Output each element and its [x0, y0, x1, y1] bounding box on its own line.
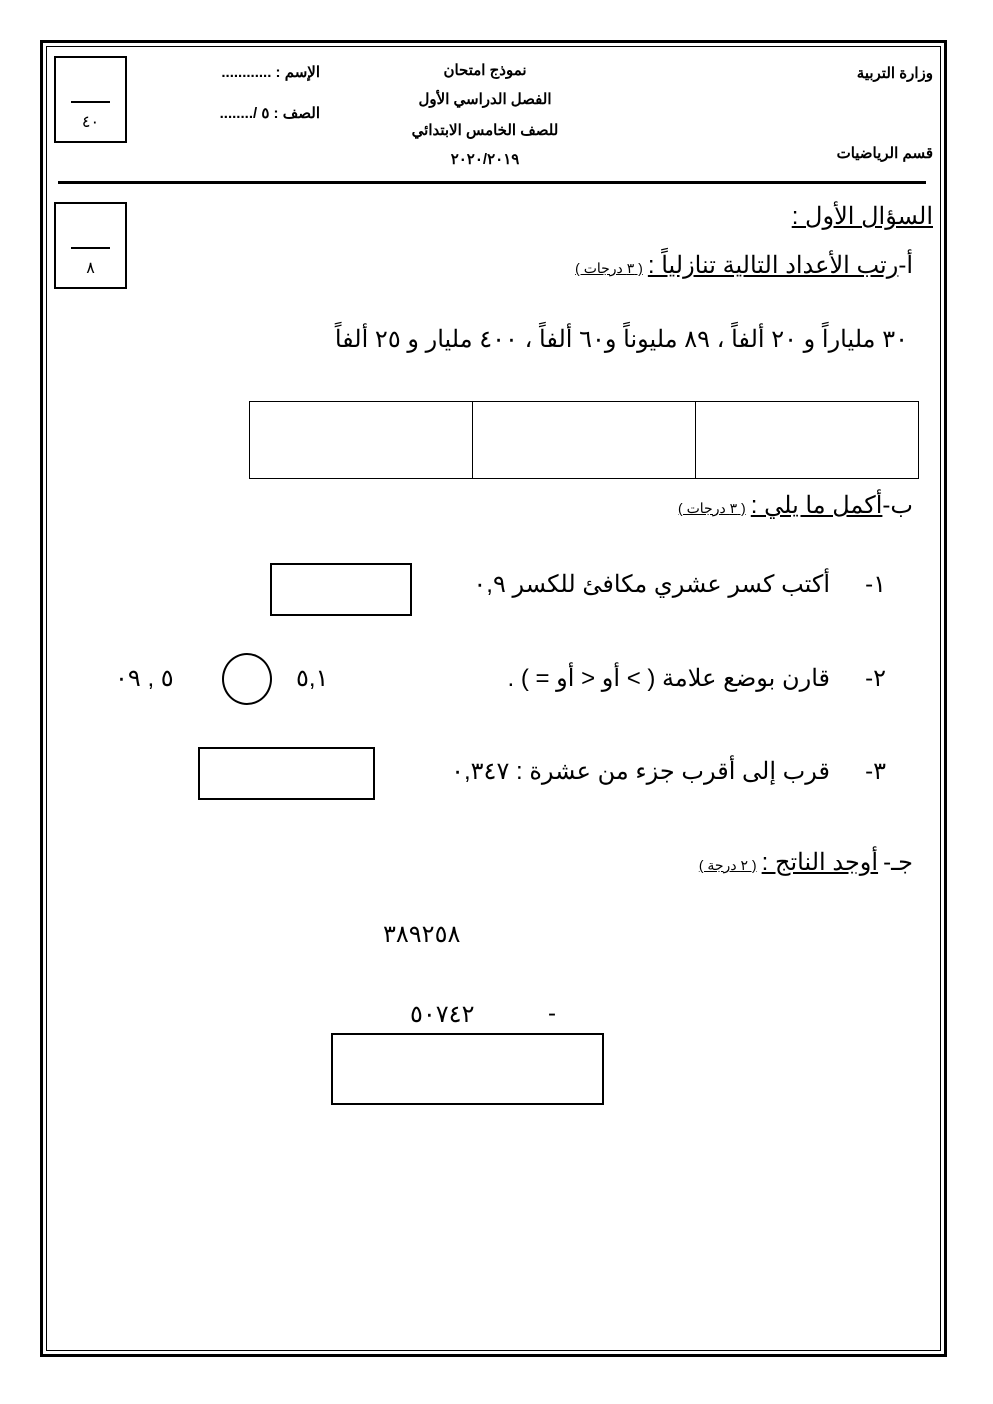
part-a-marks: ( ٣ درجات )	[575, 260, 643, 276]
question1-score-box	[54, 202, 127, 289]
ministry-label: وزارة التربية	[856, 65, 933, 82]
ordering-answer-table[interactable]	[249, 401, 919, 479]
part-b-item-2-number: ٢-	[865, 665, 886, 692]
header-divider	[58, 181, 926, 184]
part-b-item-3-number: ٣-	[865, 758, 886, 785]
part-c-instruction: أوجد الناتج :	[761, 849, 879, 876]
ordering-answer-cell-1[interactable]	[695, 402, 918, 478]
score-fraction-line	[71, 247, 110, 249]
total-score-box	[54, 56, 127, 143]
part-b-instruction: أكمل ما يلي :	[750, 492, 883, 519]
exam-term: الفصل الدراسي الأول	[418, 91, 552, 108]
subtraction-minuend: ٣٨٩٢٥٨	[383, 921, 461, 948]
rounding-answer-box[interactable]	[198, 747, 375, 800]
compare-right-value: ٥ , ٠٩	[115, 665, 174, 692]
part-b-heading	[678, 491, 913, 520]
part-a-instruction: رتب الأعداد التالية تنازلياً :	[647, 252, 899, 279]
part-b-item-2-text: قارن بوضع علامة ( > أو < أو = ) .	[507, 665, 830, 692]
question1-score-denominator: ٨	[86, 258, 95, 277]
equivalent-fraction-answer-box[interactable]	[270, 563, 412, 616]
total-score-denominator: ٤٠	[81, 112, 100, 131]
part-a-heading	[575, 251, 913, 280]
exam-title: نموذج امتحان	[443, 62, 527, 79]
subtraction-result-box[interactable]	[331, 1033, 604, 1105]
exam-year: ٢٠٢٠/٢٠١٩	[450, 151, 520, 168]
ordering-answer-cell-3[interactable]	[250, 402, 472, 478]
student-class-field: الصف : ٥ /........	[219, 105, 320, 122]
part-c-marks: ( ٢ درجة )	[698, 857, 757, 873]
part-b-item-1-text: أكتب كسر عشري مكافئ للكسر ٠,٩	[473, 571, 830, 598]
ordering-answer-cell-2[interactable]	[472, 402, 695, 478]
part-c-heading	[699, 848, 913, 877]
comparison-answer-circle[interactable]	[222, 653, 272, 705]
subtraction-subtrahend: ٥٠٧٤٢	[410, 1001, 475, 1028]
subtraction-operator: -	[548, 1000, 556, 1027]
exam-grade: للصف الخامس الابتدائي	[411, 122, 559, 139]
student-name-field: الإسم : ............	[221, 64, 320, 81]
score-fraction-line	[71, 101, 110, 103]
part-b-letter: ب-	[882, 492, 913, 519]
page-inner-border	[46, 46, 941, 1351]
part-c-letter: جـ-	[883, 849, 913, 876]
part-b-item-1-number: ١-	[865, 571, 886, 598]
part-a-numbers: ٣٠ ملياراً و ٢٠ ألفاً ، ٨٩ مليوناً و٦٠ ألفاً ، ٤٠٠ مليار و ٢٥ ألفاً	[334, 326, 908, 353]
question1-title: السؤال الأول :	[791, 203, 933, 230]
department-label: قسم الرياضيات	[836, 145, 933, 162]
part-b-marks: ( ٣ درجات )	[678, 500, 746, 516]
part-a-letter: أ-	[898, 252, 913, 279]
compare-left-value: ٥,١	[296, 665, 329, 692]
part-b-item-3-text: قرب إلى أقرب جزء من عشرة : ٠,٣٤٧	[451, 758, 830, 785]
